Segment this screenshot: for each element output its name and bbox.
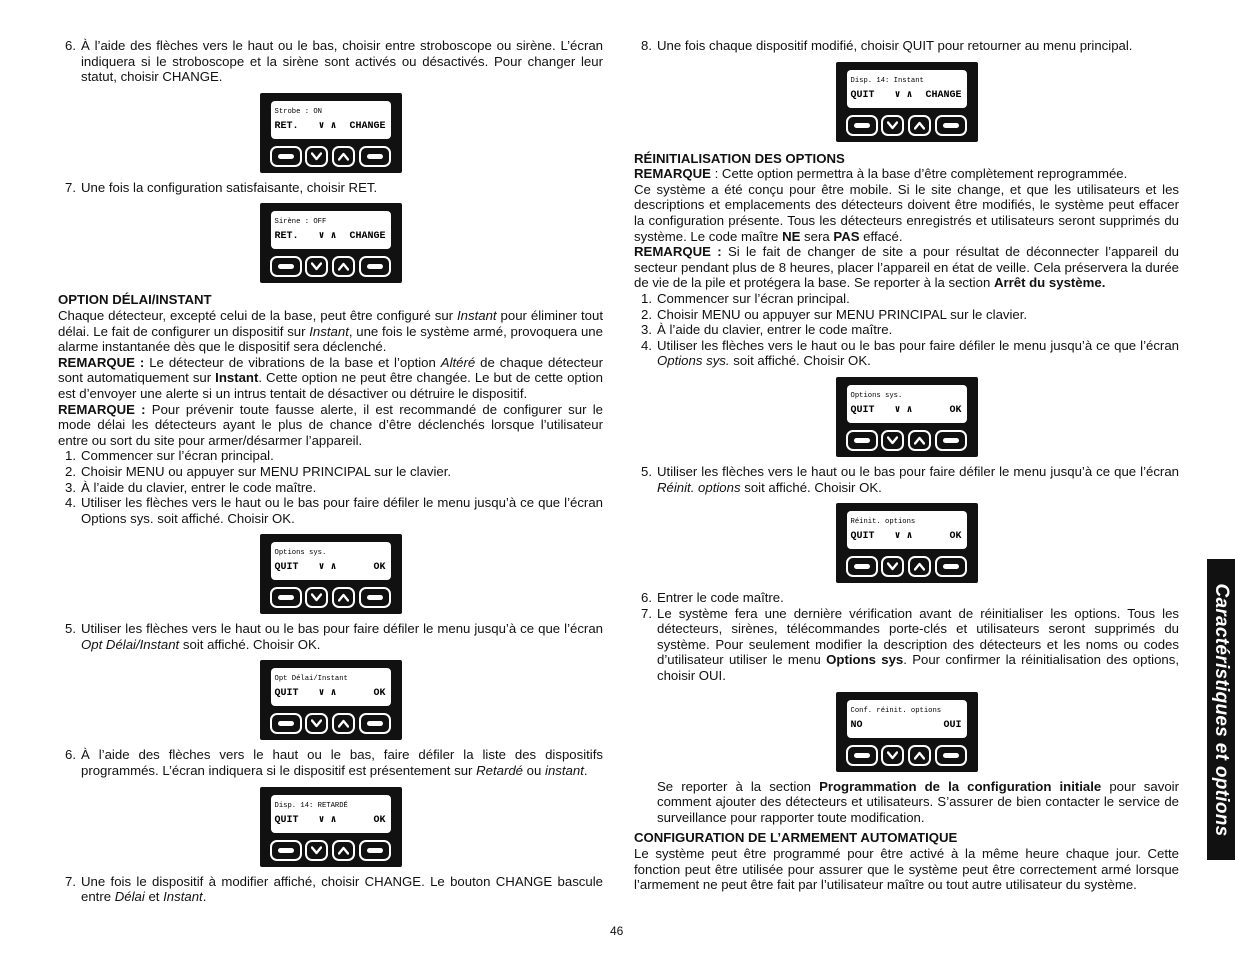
lcd-softkey-left: QUIT — [274, 562, 299, 574]
down-arrow-button[interactable] — [881, 430, 904, 451]
up-arrow-icon — [914, 751, 925, 760]
up-arrow-icon — [338, 262, 349, 271]
lcd-arrows: ∨ ∧ — [318, 562, 337, 574]
step-2: 2. Choisir MENU ou appuyer sur MENU PRINCIPAL sur le clavier. — [65, 463, 452, 479]
down-arrow-icon — [887, 562, 898, 571]
down-arrow-icon — [887, 436, 898, 445]
lcd-softkey-left: QUIT — [274, 688, 299, 700]
right-softkey-button[interactable] — [935, 115, 967, 136]
dash-button-icon — [278, 154, 294, 159]
left-softkey-button[interactable] — [846, 115, 878, 136]
left-softkey-button[interactable] — [270, 256, 302, 277]
keypad-buttons — [270, 713, 392, 735]
lcd-softkey-left: QUIT — [850, 89, 875, 101]
lcd-line-1: Options sys. — [274, 549, 327, 558]
section-heading-armement: CONFIGURATION DE L’ARMEMENT AUTOMATIQUE — [634, 830, 958, 846]
lcd-line-2 — [851, 531, 962, 542]
keypad-display — [260, 93, 402, 173]
lcd-arrows: ∨ ∧ — [894, 89, 913, 101]
keypad-display — [260, 660, 402, 740]
lcd-softkey-left: QUIT — [274, 814, 299, 826]
lcd-line-1: Disp. 14: Instant — [850, 76, 924, 85]
down-arrow-button[interactable] — [881, 556, 904, 577]
left-softkey-button[interactable] — [270, 840, 302, 861]
lcd-line-1: Strobe : ON — [274, 107, 322, 116]
dash-button-icon — [943, 564, 959, 569]
note-reprogrammer: REMARQUE : Cette option permettra à la base d’être complètement reprogrammée. — [634, 166, 1128, 182]
paragraph-instant: Chaque détecteur, excepté celui de la base, peut être configuré sur Instant pour éliminer tout délai. Le fait de configurer un dispositif sur Instant, une fois le système armé, provoquera une alarme instantanée dès que le dispositif sera déclenché. — [58, 307, 603, 355]
down-arrow-icon — [887, 751, 898, 760]
lcd-line-1: Options sys. — [850, 391, 903, 400]
step-6: 6. Entrer le code maître. — [641, 590, 784, 606]
dash-button-icon — [278, 721, 294, 726]
lcd-softkey-right: CHANGE — [349, 120, 386, 132]
down-arrow-icon — [887, 121, 898, 130]
up-arrow-button[interactable] — [332, 840, 355, 861]
up-arrow-icon — [914, 436, 925, 445]
right-softkey-button[interactable] — [359, 713, 391, 734]
lcd-arrows: ∨ ∧ — [894, 531, 913, 543]
right-softkey-button[interactable] — [359, 146, 391, 167]
step-3: 3. À l’aide du clavier, entrer le code maître. — [65, 479, 317, 495]
note-vibrations: REMARQUE : Le détecteur de vibrations de la base et l’option Altéré de chaque détecteur sont automatiquement sur Instant. Cette option ne peut être changée. Le but de cette option est d’envoyer une alerte si un intrus tentait de désactiver ou détruire le dispositif. — [58, 354, 604, 401]
step-2: 2. Choisir MENU ou appuyer sur MENU PRINCIPAL sur le clavier. — [641, 306, 1028, 322]
lcd-line-1: Réinit. options — [850, 518, 916, 527]
lcd-line-1: Conf. réinit. options — [850, 706, 942, 715]
section-heading-reinitialisation: RÉINITIALISATION DES OPTIONS — [634, 150, 845, 166]
side-tab — [1207, 559, 1235, 860]
lcd-line-2 — [275, 688, 386, 699]
step-6-strobe: 6. À l’aide des flèches vers le haut ou le bas, choisir entre stroboscope ou sirène. L’écran indiquera si le stroboscope et la sirène sont activés ou désactivés. Pour changer leur statut, choisir CHANGE. — [65, 38, 603, 85]
down-arrow-button[interactable] — [305, 146, 328, 167]
lcd-line-1: Sirène : OFF — [274, 218, 327, 227]
lcd-screen — [847, 511, 967, 549]
down-arrow-button[interactable] — [305, 840, 328, 861]
up-arrow-button[interactable] — [332, 713, 355, 734]
down-arrow-button[interactable] — [305, 256, 328, 277]
step-7: 7. Le système fera une dernière vérification avant de réinitialiser les options. Tous les détecteurs, sirènes, télécommandes porte-clés et utilisateurs seront supprimés du système. Pour seulement modifier la description des détecteurs et les noms ou codes d’utilisateur utiliser le menu Options sys. Pour confirmer la réinitialisation des options, choisir OUI. — [641, 605, 1179, 684]
dash-button-icon — [367, 595, 383, 600]
keypad-display — [260, 534, 402, 614]
dash-button-icon — [367, 154, 383, 159]
left-softkey-button[interactable] — [846, 745, 878, 766]
paragraph-mobile: Ce système a été conçu pour être mobile. Si le site change, et que les utilisateurs et les descriptions et emplacements des détecteurs doivent être modifiés, le système peut effacer la configuration présente. Tous les détecteurs enregistrés et utilisateurs seront supprimés du système. Le code maître NE sera PAS effacé. — [634, 181, 1179, 244]
right-softkey-button[interactable] — [359, 840, 391, 861]
lcd-softkey-left: QUIT — [850, 531, 875, 543]
lcd-screen — [847, 700, 967, 738]
lcd-arrows: ∨ ∧ — [318, 231, 337, 243]
lcd-softkey-left: QUIT — [850, 404, 875, 416]
dash-button-icon — [943, 438, 959, 443]
up-arrow-button[interactable] — [908, 556, 931, 577]
down-arrow-icon — [311, 719, 322, 728]
lcd-arrows: ∨ ∧ — [318, 120, 337, 132]
left-softkey-button[interactable] — [846, 556, 878, 577]
dash-button-icon — [367, 264, 383, 269]
down-arrow-button[interactable] — [305, 587, 328, 608]
keypad-buttons — [270, 146, 392, 168]
lcd-arrows — [895, 720, 925, 731]
keypad-display — [260, 203, 402, 283]
lcd-line-2 — [275, 562, 386, 573]
down-arrow-icon — [311, 262, 322, 271]
lcd-screen — [271, 101, 391, 139]
keypad-display — [260, 787, 402, 867]
lcd-line-2 — [275, 231, 386, 242]
left-softkey-button[interactable] — [270, 146, 302, 167]
lcd-screen — [847, 385, 967, 423]
step-1: 1. Commencer sur l’écran principal. — [65, 448, 274, 464]
right-softkey-button[interactable] — [935, 745, 967, 766]
section-heading-delai-instant: OPTION DÉLAI/INSTANT — [58, 292, 212, 308]
up-arrow-icon — [338, 846, 349, 855]
lcd-line-2 — [275, 121, 386, 132]
keypad-buttons — [846, 556, 968, 578]
dash-button-icon — [367, 848, 383, 853]
dash-button-icon — [854, 123, 870, 128]
right-column — [634, 38, 1179, 893]
lcd-softkey-left: RET. — [274, 231, 299, 243]
up-arrow-button[interactable] — [332, 256, 355, 277]
lcd-arrows: ∨ ∧ — [894, 404, 913, 416]
lcd-screen — [271, 668, 391, 706]
lcd-arrows: ∨ ∧ — [318, 814, 337, 826]
lcd-softkey-left: NO — [850, 719, 863, 731]
up-arrow-icon — [914, 121, 925, 130]
lcd-line-1: Disp. 14: RETARDÉ — [274, 801, 348, 810]
lcd-softkey-right: OUI — [943, 719, 962, 731]
down-arrow-icon — [311, 152, 322, 161]
dash-button-icon — [943, 753, 959, 758]
dash-button-icon — [367, 721, 383, 726]
right-softkey-button[interactable] — [359, 256, 391, 277]
lcd-softkey-right: CHANGE — [349, 231, 386, 243]
keypad-buttons — [270, 256, 392, 278]
up-arrow-button[interactable] — [908, 430, 931, 451]
up-arrow-icon — [338, 593, 349, 602]
step-5: 5. Utiliser les flèches vers le haut ou le bas pour faire défiler le menu jusqu’à ce que l’écran Réinit. options soit affiché. Choisir OK. — [641, 463, 1179, 495]
keypad-display — [836, 503, 978, 583]
up-arrow-icon — [338, 719, 349, 728]
down-arrow-button[interactable] — [305, 713, 328, 734]
keypad-display — [836, 62, 978, 142]
lcd-arrows: ∨ ∧ — [318, 688, 337, 700]
left-column — [58, 38, 603, 905]
page-number: 46 — [610, 924, 624, 938]
dash-button-icon — [278, 848, 294, 853]
note-veille: REMARQUE : Si le fait de changer de site a pour résultat de déconnecter l’appareil du secteur pendant plus de 8 heures, placer l’appareil en état de veille. Cela préservera la durée de vie de la pile et protégera la base. Se reporter à la section Arrêt du système. — [634, 244, 1179, 291]
keypad-buttons — [846, 430, 968, 452]
lcd-line-2 — [851, 90, 962, 101]
up-arrow-button[interactable] — [332, 146, 355, 167]
keypad-buttons — [846, 115, 968, 137]
step-8: 8. Une fois chaque dispositif modifié, choisir QUIT pour retourner au menu principal. — [641, 38, 1133, 53]
up-arrow-button[interactable] — [332, 587, 355, 608]
lcd-line-2 — [851, 720, 962, 731]
keypad-buttons — [270, 587, 392, 609]
left-softkey-button[interactable] — [270, 587, 302, 608]
step-6: 6. À l’aide des flèches vers le haut ou le bas, faire défiler la liste des dispositifs programmés. L’écran indiquera si le dispositif est présentement sur Retardé ou instant. — [65, 747, 603, 779]
dash-button-icon — [943, 123, 959, 128]
lcd-line-2 — [275, 815, 386, 826]
step-4: 4. Utiliser les flèches vers le haut ou le bas pour faire défiler le menu jusqu’à ce que l’écran Options sys. soit affiché. Choisir OK. — [65, 495, 603, 526]
right-softkey-button[interactable] — [935, 430, 967, 451]
dash-button-icon — [854, 438, 870, 443]
step-3: 3. À l’aide du clavier, entrer le code maître. — [641, 322, 893, 338]
down-arrow-button[interactable] — [881, 745, 904, 766]
lcd-line-1: Opt Délai/Instant — [274, 675, 348, 684]
down-arrow-button[interactable] — [881, 115, 904, 136]
up-arrow-button[interactable] — [908, 745, 931, 766]
paragraph-programmation: Se reporter à la section Programmation de la configuration initiale pour savoir comment ajouter des détecteurs et utilisateurs. S’assurer de bien contacter le service de surveillance pour rapporter toute modification. — [657, 778, 1179, 825]
lcd-screen — [847, 70, 967, 108]
right-softkey-button[interactable] — [935, 556, 967, 577]
dash-button-icon — [854, 564, 870, 569]
lcd-line-2 — [851, 405, 962, 416]
lcd-screen — [271, 795, 391, 833]
lcd-softkey-right: OK — [949, 531, 962, 543]
lcd-softkey-right: OK — [373, 814, 386, 826]
keypad-display — [836, 377, 978, 457]
dash-button-icon — [278, 264, 294, 269]
note-fausse-alerte: REMARQUE : Pour prévenir toute fausse alerte, il est recommandé de configurer sur le mode délai les détecteurs ayant le plus de chance d’être déclenchés lorsque l’utilisateur entre ou sort du site pour armer/désarmer l’appareil. — [58, 401, 603, 448]
keypad-buttons — [270, 840, 392, 862]
side-tab-label: Caractéristiques et options — [1210, 582, 1232, 837]
paragraph-armement: Le système peut être programmé pour être activé à la même heure chaque jour. Cette fonction peut être utilisée pour assurer que le système peut être correctement armé lorsque l’armement ne peut être fait par l’utilisateur maître ou tout autre utilisateur du système. — [634, 846, 1179, 893]
up-arrow-icon — [338, 152, 349, 161]
step-4: 4. Utiliser les flèches vers le haut ou le bas pour faire défiler le menu jusqu’à ce que l’écran Options sys. soit affiché. Choisir OK. — [641, 337, 1179, 369]
down-arrow-icon — [311, 846, 322, 855]
keypad-display — [836, 692, 978, 772]
down-arrow-icon — [311, 593, 322, 602]
lcd-softkey-left: RET. — [274, 120, 299, 132]
left-softkey-button[interactable] — [846, 430, 878, 451]
dash-button-icon — [278, 595, 294, 600]
lcd-softkey-right: OK — [949, 404, 962, 416]
lcd-screen — [271, 542, 391, 580]
lcd-softkey-right: OK — [373, 688, 386, 700]
keypad-buttons — [846, 745, 968, 767]
step-7-config: 7. Une fois la configuration satisfaisante, choisir RET. — [65, 179, 378, 195]
up-arrow-icon — [914, 562, 925, 571]
left-softkey-button[interactable] — [270, 713, 302, 734]
lcd-screen — [271, 211, 391, 249]
step-5: 5. Utiliser les flèches vers le haut ou le bas pour faire défiler le menu jusqu’à ce que l’écran Opt Délai/Instant soit affiché. Choisir OK. — [65, 621, 603, 652]
up-arrow-button[interactable] — [908, 115, 931, 136]
dash-button-icon — [854, 753, 870, 758]
right-softkey-button[interactable] — [359, 587, 391, 608]
step-7: 7. Une fois le dispositif à modifier affiché, choisir CHANGE. Le bouton CHANGE bascule entre Délai et Instant. — [65, 873, 603, 905]
lcd-softkey-right: OK — [373, 562, 386, 574]
lcd-softkey-right: CHANGE — [925, 89, 962, 101]
step-1: 1. Commencer sur l’écran principal. — [641, 290, 850, 306]
